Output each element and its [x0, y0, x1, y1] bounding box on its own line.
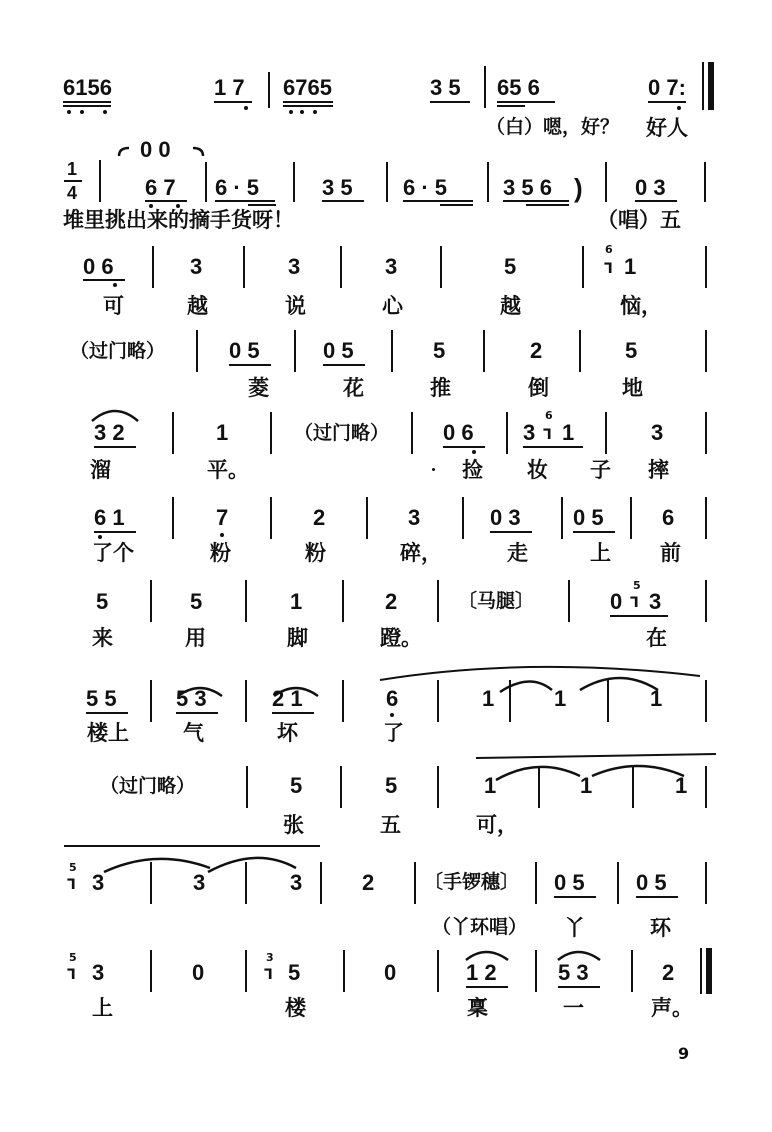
note: 3: [193, 870, 206, 895]
barline: [483, 330, 485, 372]
lyric: 推: [430, 376, 451, 400]
beam: [523, 446, 583, 448]
beam: [497, 105, 525, 107]
low-octave-dot: [67, 110, 71, 114]
interlude-label: （过门略）: [100, 775, 196, 797]
note: 1: [290, 589, 303, 614]
beam: [229, 364, 271, 366]
barline: [561, 497, 563, 539]
percussion-label: 〔手锣穗〕: [424, 871, 520, 893]
barline: [150, 862, 152, 904]
barline: [440, 246, 442, 288]
grace-note: 5: [633, 579, 641, 592]
barline: [705, 766, 707, 808]
note: 1: [675, 773, 688, 798]
beam: [86, 712, 128, 714]
barline: [437, 950, 439, 992]
note-group: 0 5: [323, 338, 354, 363]
note-group: 3 2: [94, 420, 125, 445]
barline: [270, 412, 272, 454]
note: 3: [92, 870, 105, 895]
lyric: 五: [380, 813, 401, 837]
beam: [573, 531, 615, 533]
lyric: 粉: [305, 541, 326, 565]
note-group: 5 5: [86, 686, 117, 711]
beam: [83, 279, 125, 281]
note-group: 0 3: [490, 505, 521, 530]
note: 3: [649, 589, 662, 614]
lyric: 说: [285, 294, 306, 318]
beam: [145, 200, 187, 202]
barline: [437, 580, 439, 622]
note: 3: [385, 254, 398, 279]
barline: [196, 330, 198, 372]
ornament-sign: ᒣ: [67, 967, 76, 983]
beam: [272, 712, 314, 714]
beam: [403, 200, 473, 202]
note: 3: [651, 420, 664, 445]
barline: [607, 680, 609, 722]
beam: [214, 101, 252, 103]
note: 2: [385, 589, 398, 614]
smudge-dot: [432, 468, 435, 471]
lyric: 了个: [92, 541, 134, 565]
barline: [340, 766, 342, 808]
note-group: 0 6: [83, 254, 114, 279]
barline: [340, 246, 342, 288]
note: 3: [290, 870, 303, 895]
note: 5: [385, 773, 398, 798]
lyric: 可: [103, 294, 124, 318]
note: 7: [216, 505, 229, 530]
low-octave-dot: [300, 110, 304, 114]
lyric: 声。: [651, 996, 693, 1020]
note-group: 3 5: [322, 175, 353, 200]
lyric: 脚: [287, 626, 308, 650]
low-octave-dot: [220, 533, 224, 537]
note-group: 1 7: [214, 75, 245, 100]
lyric: 气: [183, 721, 204, 745]
lyric: 越: [500, 294, 521, 318]
barline: [506, 412, 508, 454]
lyric: 一: [563, 996, 584, 1020]
barline: [462, 497, 464, 539]
note: 1: [554, 686, 567, 711]
note: 3: [92, 960, 105, 985]
low-octave-dot: [103, 110, 107, 114]
ornament-sign: ᒣ: [67, 877, 76, 893]
beam: [610, 615, 668, 617]
lyric: 走: [507, 541, 528, 565]
barline: [411, 412, 413, 454]
note: 0: [192, 960, 205, 985]
note: 1: [650, 686, 663, 711]
barline: [293, 162, 295, 202]
lyric: 妆: [527, 458, 548, 482]
note-group: 0 5: [573, 505, 604, 530]
low-octave-dot: [80, 110, 84, 114]
barline: [294, 330, 296, 372]
lyric: 前: [660, 541, 681, 565]
note: 2: [362, 870, 375, 895]
page-number: 9: [678, 1044, 690, 1063]
note-group: 6 7: [145, 175, 176, 200]
interlude-label: （过门略）: [294, 422, 390, 444]
barline: [342, 580, 344, 622]
time-signature-top: 1: [67, 159, 78, 179]
barline: [391, 330, 393, 372]
beam: [283, 101, 333, 103]
beam: [430, 101, 470, 103]
lyric: 楼: [285, 996, 306, 1020]
note: 3: [408, 505, 421, 530]
barline: [579, 330, 581, 372]
lyric: 环: [650, 916, 671, 940]
barline: [484, 66, 486, 108]
barline: [535, 950, 537, 992]
beam: [554, 896, 596, 898]
note: 0: [384, 960, 397, 985]
lyric: 平。: [207, 458, 249, 482]
barline: [414, 862, 416, 904]
percussion-label: 〔马腿〕: [458, 590, 535, 612]
beam: [636, 896, 678, 898]
low-octave-dot: [313, 110, 317, 114]
barline: [704, 162, 706, 202]
note: 3: [190, 254, 203, 279]
note: 5: [625, 338, 638, 363]
note: 1: [580, 773, 593, 798]
beam: [497, 101, 555, 103]
note-group: 0 7:: [648, 75, 686, 100]
lyric: 蹬。: [380, 626, 422, 650]
barline: [437, 680, 439, 722]
note: 3: [523, 420, 536, 445]
lyric: 摔: [648, 458, 669, 482]
note: 6: [386, 686, 399, 711]
beam: [322, 200, 364, 202]
note-group: 65 6: [497, 75, 540, 100]
lyric: 了: [383, 721, 404, 745]
barline: [568, 580, 570, 622]
note: 1: [562, 420, 575, 445]
barline: [245, 950, 247, 992]
rest-above: 0 0: [140, 137, 171, 162]
barline: [245, 862, 247, 904]
lyric: 子: [590, 458, 611, 482]
beam: [440, 204, 473, 206]
note: 0: [610, 589, 623, 614]
beam: [94, 446, 136, 448]
note-group: 2 1: [272, 686, 303, 711]
lyric: 稟: [467, 996, 488, 1020]
grace-note: 6: [605, 243, 613, 256]
barline: [582, 246, 584, 288]
note-group: 0 6: [443, 420, 474, 445]
note: 5: [290, 773, 303, 798]
low-octave-dot: [244, 106, 248, 110]
beam: [503, 200, 569, 202]
beam: [526, 204, 569, 206]
lyric: 心: [382, 294, 403, 318]
time-signature-line: [64, 180, 82, 182]
note-group: 0 5: [554, 870, 585, 895]
barline: [386, 162, 388, 202]
barline: [246, 766, 248, 808]
final-barline-thin: [700, 948, 702, 994]
note: 2: [662, 960, 675, 985]
barline: [538, 766, 540, 808]
note: 5: [433, 338, 446, 363]
barline: [243, 246, 245, 288]
note: 5: [96, 589, 109, 614]
low-octave-dot: [289, 110, 293, 114]
beam: [490, 531, 532, 533]
beam: [63, 105, 111, 107]
lyric: 来: [92, 626, 113, 650]
note: 6: [662, 505, 675, 530]
note-group: 5 3: [558, 960, 589, 985]
barline: [245, 680, 247, 722]
note: 2: [313, 505, 326, 530]
lyric: 张: [283, 813, 304, 837]
low-octave-dot: [677, 106, 681, 110]
lyric: 碎，: [400, 541, 442, 565]
grace-note: 6: [545, 409, 553, 422]
barline: [172, 412, 174, 454]
beam: [94, 531, 136, 533]
note: 1: [482, 686, 495, 711]
lyric: 倒: [528, 376, 549, 400]
note-group: 6 · 5: [215, 175, 260, 200]
lyric: 菱: [248, 376, 269, 400]
note-group: 3 5 6: [503, 175, 552, 200]
barline: [320, 862, 322, 904]
note: 3: [288, 254, 301, 279]
barline: [150, 680, 152, 722]
lyric-line: 堆里挑出来的摘手货呀！: [63, 208, 294, 232]
barline: [705, 862, 707, 904]
note-group: 6156: [63, 75, 112, 100]
note: 5: [288, 960, 301, 985]
grace-note: 5: [69, 861, 77, 874]
barline: [343, 950, 345, 992]
beam: [176, 712, 218, 714]
barline: [150, 580, 152, 622]
repeat-barline-thick: [708, 62, 714, 110]
barline: [535, 862, 537, 904]
beam: [635, 200, 677, 202]
barline: [705, 246, 707, 288]
barline: [617, 862, 619, 904]
ornament-sign: ᒣ: [630, 595, 639, 611]
lyric: 坏: [277, 721, 298, 745]
barline: [705, 580, 707, 622]
barline: [150, 950, 152, 992]
note-group: 1 2: [466, 960, 497, 985]
lyric: 溜: [90, 458, 111, 482]
slurs: [60, 838, 360, 878]
barline: [605, 162, 607, 202]
note-group: 5 3: [176, 686, 207, 711]
beam: [323, 364, 365, 366]
barline: [632, 766, 634, 808]
beam: [283, 105, 333, 107]
lyric: 好人: [646, 116, 688, 140]
low-octave-dot: [98, 535, 102, 539]
beam: [558, 986, 600, 988]
note-group: 0 5: [229, 338, 260, 363]
barline: [630, 497, 632, 539]
barline: [705, 680, 707, 722]
barline: [268, 72, 270, 108]
lyric: 地: [622, 376, 643, 400]
note-group: 3 5: [430, 75, 461, 100]
lyric: 上: [92, 996, 113, 1020]
barline: [342, 680, 344, 722]
note-group: 0 3: [635, 175, 666, 200]
barline: [172, 497, 174, 539]
lyric: 上: [590, 541, 611, 565]
barline: [705, 412, 707, 454]
note-group: 6 1: [94, 505, 125, 530]
note: 1: [624, 254, 637, 279]
note: 2: [530, 338, 543, 363]
ornament-sign: ᒣ: [543, 427, 552, 443]
note: 1: [484, 773, 497, 798]
beam: [248, 204, 276, 206]
barline: [705, 497, 707, 539]
repeat-barline-thin: [702, 62, 704, 110]
lyric: 粉: [210, 541, 231, 565]
beam: [466, 986, 508, 988]
interlude-label: （过门略）: [70, 340, 166, 362]
beam: [63, 101, 111, 103]
barline: [205, 162, 207, 202]
barline: [270, 497, 272, 539]
note-group: 6765: [283, 75, 332, 100]
note: 1: [216, 420, 229, 445]
lyric: 丫: [564, 916, 585, 940]
barline: [509, 680, 511, 722]
barline: [152, 246, 154, 288]
lyric: 用: [185, 626, 206, 650]
beam: [443, 446, 485, 448]
final-barline-thick: [706, 948, 712, 994]
note: 5: [190, 589, 203, 614]
low-octave-dot: [390, 713, 394, 717]
lyric: 越: [187, 294, 208, 318]
beam: [215, 200, 275, 202]
time-signature-bottom: 4: [67, 183, 78, 203]
singer-label: （丫环唱）: [432, 916, 528, 938]
slurs: [170, 660, 710, 700]
lyric: 花: [343, 376, 364, 400]
low-octave-dot: [113, 283, 117, 287]
barline: [437, 766, 439, 808]
closing-paren: ): [574, 173, 583, 203]
ornament-sign: ᒣ: [264, 967, 273, 983]
barline: [99, 160, 101, 202]
lyric: 楼上: [87, 721, 129, 745]
barline: [705, 330, 707, 372]
barline: [631, 950, 633, 992]
grace-note: 5: [69, 951, 77, 964]
note-group: 6 · 5: [403, 175, 448, 200]
beam: [648, 101, 686, 103]
lyric: （唱）五: [597, 208, 681, 232]
note: 5: [504, 254, 517, 279]
note-group: 0 5: [636, 870, 667, 895]
barline: [605, 412, 607, 454]
barline: [245, 580, 247, 622]
lyric: 恼，: [620, 294, 662, 318]
low-octave-dot: [472, 450, 476, 454]
lyric: 在: [646, 626, 667, 650]
spoken-line: （白）嗯，好？: [486, 116, 620, 138]
barline: [366, 497, 368, 539]
ornament-sign: ᒣ: [604, 261, 613, 277]
lyric: 可，: [476, 813, 518, 837]
lyric: 捡: [462, 458, 483, 482]
grace-note: 3: [266, 951, 274, 964]
barline: [487, 162, 489, 202]
